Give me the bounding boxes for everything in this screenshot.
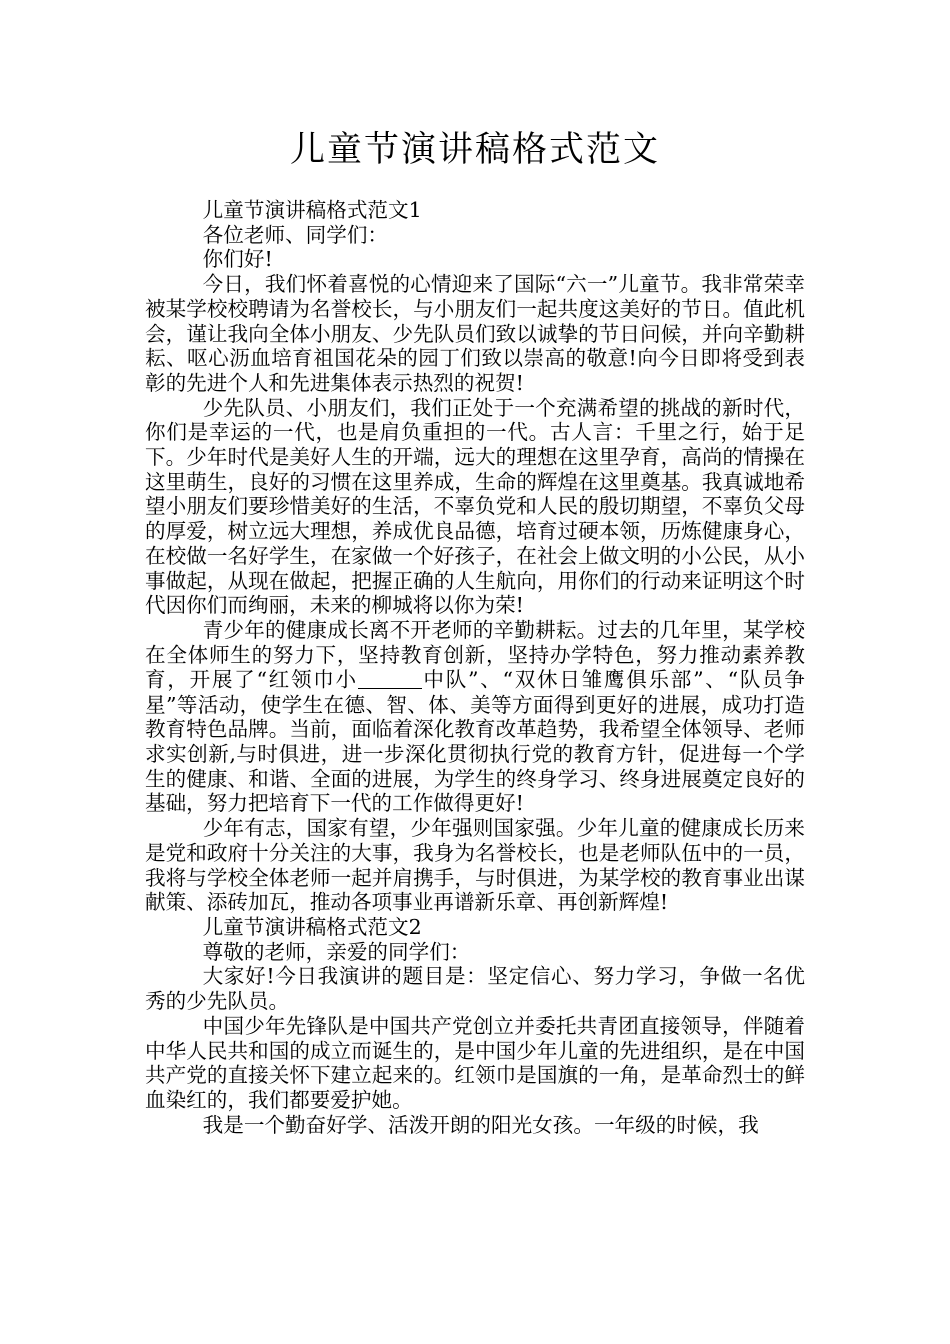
paragraph-1: 今日，我们怀着喜悦的心情迎来了国际“六一”儿童节。我非常荣幸被某学校校聘请为名誉校长，与小朋友们一起共度这美好的节日。值此机会，谨让我向全体小朋友、少先队员们致以诚挚的节日问候，并向辛勤耕耘、呕心沥血培育祖国花朵的园丁们致以崇高的敬意!向今日即将受到表彰的先进个人和先进集体表示热烈的祝贺! [145,272,805,395]
paragraph-3 [145,618,805,816]
salutation-2: 尊敬的老师，亲爱的同学们： [202,939,471,964]
document-body [145,198,805,1137]
paragraph-7: 我是一个勤奋好学、活泼开朗的阳光女孩。一年级的时候，我 [202,1112,759,1137]
section-heading-1: 儿童节演讲稿格式范文1 [202,198,422,222]
document-title: 儿童节演讲稿格式范文 [289,130,660,170]
greeting-1: 你们好! [202,247,273,272]
paragraph-6: 中国少年先锋队是中国共产党创立并委托共青团直接领导，伴随着中华人民共和国的成立而诞生的，是中国少年儿童的先进组织，是在中国共产党的直接关怀下建立起来的。红领巾是国旗的一角，是革命烈士的鲜血染红的，我们都要爱护她。 [145,1013,805,1112]
paragraph-4: 少年有志，国家有望，少年强则国家强。少年儿童的健康成长历来是党和政府十分关注的大事，我身为名誉校长，也是老师队伍中的一员，我将与学校全体老师一起并肩携手，与时俱进，为某学校的教育事业出谋献策、添砖加瓦，推动各项事业再谱新乐章、再创新辉煌! [145,816,805,915]
paragraph-5: 大家好!今日我演讲的题目是：坚定信心、努力学习，争做一名优秀的少先队员。 [145,964,805,1014]
paragraph-2: 少先队员、小朋友们，我们正处于一个充满希望的挑战的新时代，你们是幸运的一代，也是肩负重担的一代。古人言：千里之行，始于足下。少年时代是美好人生的开端，远大的理想在这里孕育，高尚的情操在这里萌生，良好的习惯在这里养成，生命的辉煌在这里奠基。我真诚地希望小朋友们要珍惜美好的生活，不辜负党和人民的殷切期望，不辜负父母的厚爱，树立远大理想，养成优良品德，培育过硬本领，历炼健康身心，在校做一名好学生，在家做一个好孩子，在社会上做文明的小公民，从小事做起，从现在做起，把握正确的人生航向，用你们的行动来证明这个时代因你们而绚丽，未来的柳城将以你为荣! [145,395,805,618]
paragraph-3-part-a: 青少年的健康成长离不开老师的辛勤耕耘。过去的几年里，某学校在全体师生的努力下，坚持教育创新，坚持办学特色，努力推动素养教育，开展了“红领巾小 [145,617,805,692]
salutation-1: 各位老师、同学们： [202,222,389,247]
paragraph-3-part-b: 中队”、“双休日雏鹰俱乐部”、“队员争星”等活动，使学生在德、智、体、美等方面得到更好的进展，成功打造教育特色品牌。当前，面临着深化教育改革趋势，我希望全体领导、老师求实创新,与时俱进，进一步深化贯彻执行党的教育方针，促进每一个学生的健康、和谐、全面的进展，为学生的终身学习、终身进展奠定良好的基础，努力把培育下一代的工作做得更好! [145,667,805,816]
fill-in-blank [358,667,422,689]
section-heading-2: 儿童节演讲稿格式范文2 [202,914,422,939]
